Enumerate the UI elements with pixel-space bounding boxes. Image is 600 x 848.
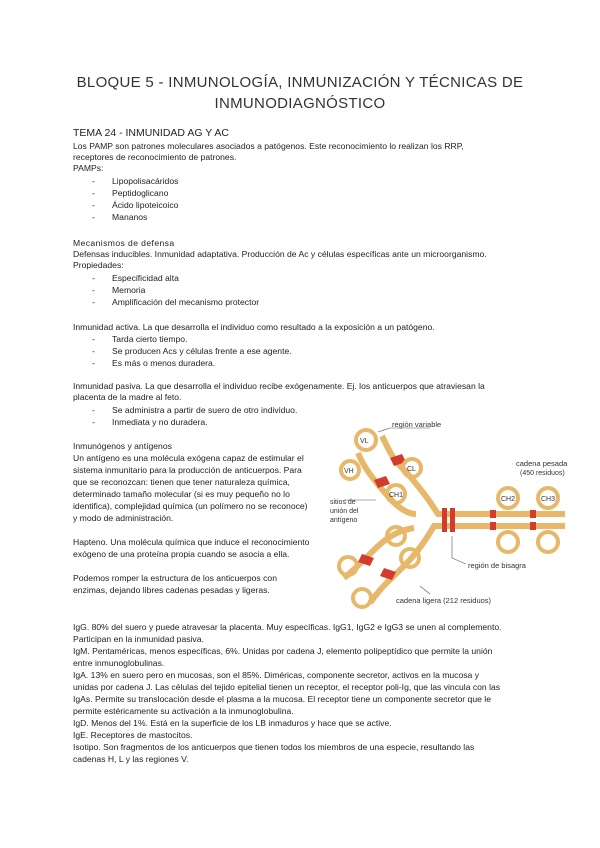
paragraph-line: IgG. 80% del suero y puede atravesar la placenta. Muy específicas. IgG1, IgG2 e IgG3 se unen al complemento. xyxy=(73,622,502,632)
domain-band xyxy=(490,522,496,530)
paragraph-line: IgM. Pentaméricas, menos específicas, 6%. Unidas por cadena J, elemento polipeptídico que permite la unión xyxy=(73,646,493,656)
paragraph-line: identifica), complejidad química (un polímero no se reconoce) xyxy=(73,501,308,511)
domain-loop xyxy=(498,532,518,552)
paragraph-line: Un antígeno es una molécula exógena capaz de estimular el xyxy=(73,453,304,463)
leader-line xyxy=(378,428,390,432)
leader-line xyxy=(452,558,466,564)
label-ch2: CH2 xyxy=(501,496,516,503)
pamps-label: PAMPs: xyxy=(73,163,104,173)
list-item: - Tarda cierto tiempo. xyxy=(92,334,188,344)
paragraph-line: placenta de la madre al feto. xyxy=(73,392,182,402)
paragraph-line: unidas por cadena J. Las células del tejido epitelial tienen un receptor, el receptor poli-Ig, que las vincula con las xyxy=(73,682,501,692)
list-item: - Inmediata y no duradera. xyxy=(92,417,208,427)
paragraph-line: IgE. Receptores de mastocitos. xyxy=(73,730,193,740)
label-residuos-pesada: (450 residuos) xyxy=(520,470,565,477)
paragraph-line: cadenas H, L y las regiones V. xyxy=(73,754,189,764)
list-item: - Se administra a partir de suero de otro individuo. xyxy=(92,405,298,415)
disulfide-bridge xyxy=(450,508,455,532)
section-heading: Inmunógenos y antígenos xyxy=(73,441,172,451)
label-ch1: CH1 xyxy=(389,492,404,499)
label-ch3: CH3 xyxy=(541,496,556,503)
paragraph-line: Inmunidad pasiva. La que desarrolla el individuo recibe exógenamente. Ej. los anticuerpos que atraviesan la xyxy=(73,381,485,391)
label-sitios: unión del xyxy=(330,508,359,515)
antibody-diagram xyxy=(330,418,580,618)
disulfide-bridge xyxy=(442,508,447,532)
paragraph-line: que se reconozcan: tienen que tener naturaleza química, xyxy=(73,477,290,487)
list-item: - Peptidoglicano xyxy=(92,188,169,198)
paragraph-line: Isotipo. Son fragmentos de los anticuerpos que tienen todos los miembros de una especie, resultando las xyxy=(73,742,475,752)
label-vh: VH xyxy=(344,468,354,475)
label-cadena-pesada: cadena pesada xyxy=(516,459,568,468)
paragraph-line: IgAs. Permite su translocación desde el plasma a la mucosa. El receptor tiene un componente secretor que le xyxy=(73,694,491,704)
domain-band xyxy=(530,510,536,518)
paragraph-line: determinado tamaño molecular (si es muy pequeño no lo xyxy=(73,489,290,499)
domain-band xyxy=(530,522,536,530)
paragraph-line: entre inmunoglobulinas. xyxy=(73,658,165,668)
list-item: - Se producen Acs y células frente a ese agente. xyxy=(92,346,292,356)
pamp-intro-line: receptores de reconocimiento de patrones. xyxy=(73,152,237,162)
paragraph-line: enzimas, dejando libres cadenas pesadas y ligeras. xyxy=(73,585,270,595)
list-item: - Especificidad alta xyxy=(92,273,179,283)
tema-heading: TEMA 24 - INMUNIDAD AG Y AC xyxy=(73,127,229,139)
label-sitios: sitios de xyxy=(330,499,356,506)
domain-loop xyxy=(353,589,371,607)
label-region-variable: región variable xyxy=(392,420,442,429)
label-sitios: antígeno xyxy=(330,517,358,524)
list-item: - Amplificación del mecanismo protector xyxy=(92,297,260,307)
list-item: - Lipopolisacáridos xyxy=(92,176,179,186)
paragraph-line: IgA. 13% en suero pero en mucosas, son el 85%. Diméricas, componente secretor, activos en la mucosa y xyxy=(73,670,480,680)
section-heading: Mecanismos de defensa xyxy=(73,238,175,248)
label-cl: CL xyxy=(407,466,416,473)
paragraph-line: Participan en la inmunidad pasiva. xyxy=(73,634,204,644)
paragraph-line: exógeno de una proteína propia cuando se asocia a ella. xyxy=(73,549,290,559)
paragraph-line: IgD. Menos del 1%. Está en la superficie de los LB inmaduros y hace que se active. xyxy=(73,718,392,728)
label-vl: VL xyxy=(360,438,369,445)
domain-loop xyxy=(538,532,558,552)
paragraph-line: Podemos romper la estructura de los anticuerpos con xyxy=(73,573,277,583)
pamp-intro-line: Los PAMP son patrones moleculares asociados a patógenos. Este reconocimiento lo realizan los RRP, xyxy=(73,141,464,151)
label-cadena-ligera: cadena ligera (212 residuos) xyxy=(396,596,492,605)
list-item: - Es más o menos duradera. xyxy=(92,358,216,368)
domain-band xyxy=(490,510,496,518)
leader-line xyxy=(420,586,430,594)
label-region-bisagra: región de bisagra xyxy=(468,561,526,570)
propiedades-label: Propiedades: xyxy=(73,260,124,270)
paragraph-line: Defensas inducibles. Inmunidad adaptativa. Producción de Ac y células específicas ante un microorganismo. xyxy=(73,249,487,259)
paragraph-line: permite estéricamente su activación a la inmunoglobulina. xyxy=(73,706,294,716)
paragraph-line: Hapteno. Una molécula química que induce el reconocimiento xyxy=(73,537,310,547)
paragraph-line: y modo de administración. xyxy=(73,513,174,523)
list-item: - Mananos xyxy=(92,212,148,222)
list-item: - Ácido lipoteicoico xyxy=(92,200,179,210)
list-item: - Memoria xyxy=(92,285,146,295)
paragraph-line: sistema inmunitario para la producción de anticuerpos. Para xyxy=(73,465,302,475)
paragraph-line: Inmunidad activa. La que desarrolla el individuo como resultado a la exposición a un patógeno. xyxy=(73,322,435,332)
document-title: BLOQUE 5 - INMUNOLOGÍA, INMUNIZACIÓN Y TÉCNICAS DE INMUNODIAGNÓSTICO xyxy=(76,74,524,112)
